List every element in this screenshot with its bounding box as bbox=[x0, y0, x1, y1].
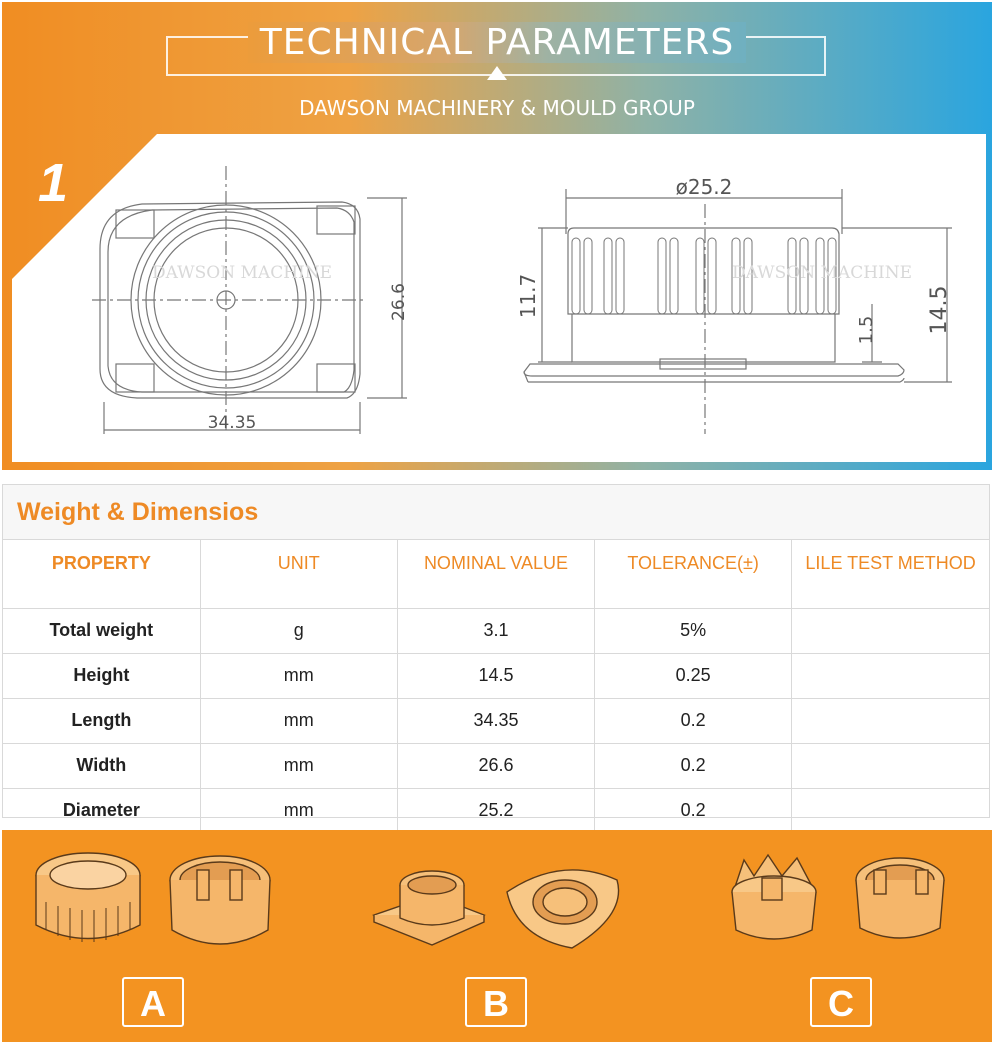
dim-diameter: ø25.2 bbox=[675, 175, 733, 199]
watermark-right: DAWSON MACHINE bbox=[731, 263, 913, 283]
table-row bbox=[3, 653, 989, 698]
page-title: TECHNICAL PARAMETERS bbox=[0, 22, 994, 63]
cap-c-tamper-icon bbox=[732, 855, 816, 939]
cell-property: Width bbox=[3, 743, 200, 788]
cap-a-closed-icon bbox=[36, 853, 140, 942]
cell-method bbox=[792, 788, 989, 833]
table-title: Weight & Dimensios bbox=[3, 485, 989, 540]
weight-dimensions-table bbox=[2, 484, 990, 818]
cell-nominal: 34.35 bbox=[397, 698, 594, 743]
table-header-row bbox=[3, 540, 989, 608]
cell-nominal: 26.6 bbox=[397, 743, 594, 788]
cell-method bbox=[792, 608, 989, 653]
table-row bbox=[3, 743, 989, 788]
title-triangle-icon bbox=[487, 66, 507, 80]
table-row bbox=[3, 608, 989, 653]
cell-tolerance: 5% bbox=[595, 608, 792, 653]
header-unit: UNIT bbox=[200, 540, 397, 608]
technical-drawing bbox=[12, 134, 986, 462]
header-nominal-value: NOMINAL VALUE bbox=[397, 540, 594, 608]
cell-tolerance: 0.25 bbox=[595, 653, 792, 698]
cell-unit: mm bbox=[200, 743, 397, 788]
cell-method bbox=[792, 653, 989, 698]
table-row bbox=[3, 788, 989, 833]
watermark-left: DAWSON MACHINE bbox=[151, 263, 333, 283]
cell-unit: mm bbox=[200, 653, 397, 698]
variant-illustrations bbox=[2, 830, 992, 970]
cell-method bbox=[792, 743, 989, 788]
cell-method bbox=[792, 698, 989, 743]
header-tolerance: TOLERANCE(±) bbox=[595, 540, 792, 608]
cell-tolerance: 0.2 bbox=[595, 788, 792, 833]
cell-tolerance: 0.2 bbox=[595, 743, 792, 788]
header-test-method: LILE TEST METHOD bbox=[792, 540, 989, 608]
table-row bbox=[3, 698, 989, 743]
cell-unit: mm bbox=[200, 788, 397, 833]
dim-base: 1.5 bbox=[856, 315, 877, 345]
cell-property: Total weight bbox=[3, 608, 200, 653]
header-property: PROPERTY bbox=[3, 540, 200, 608]
dim-length: 34.35 bbox=[207, 413, 257, 433]
cell-property: Diameter bbox=[3, 788, 200, 833]
cap-a-open-icon bbox=[170, 856, 270, 944]
cell-unit: mm bbox=[200, 698, 397, 743]
front-view bbox=[92, 166, 407, 434]
variant-label-a: A bbox=[122, 977, 184, 1027]
cap-b-square-icon bbox=[374, 871, 484, 945]
cap-b-flange-icon bbox=[507, 870, 619, 948]
variant-label-c: C bbox=[810, 977, 872, 1027]
cell-nominal: 14.5 bbox=[397, 653, 594, 698]
cell-tolerance: 0.2 bbox=[595, 698, 792, 743]
dim-height-cap: 11.7 bbox=[516, 273, 540, 319]
side-view bbox=[524, 189, 952, 434]
cell-property: Length bbox=[3, 698, 200, 743]
specs-table bbox=[3, 540, 989, 833]
section-number: 1 bbox=[38, 153, 69, 213]
variant-label-b: B bbox=[465, 977, 527, 1027]
dim-height-total: 14.5 bbox=[927, 285, 952, 335]
cell-unit: g bbox=[200, 608, 397, 653]
cap-c-open-icon bbox=[856, 858, 944, 938]
cell-nominal: 25.2 bbox=[397, 788, 594, 833]
dim-height-front: 26.6 bbox=[389, 283, 409, 321]
page-subtitle: DAWSON MACHINERY & MOULD GROUP bbox=[299, 96, 695, 120]
cell-property: Height bbox=[3, 653, 200, 698]
cell-nominal: 3.1 bbox=[397, 608, 594, 653]
